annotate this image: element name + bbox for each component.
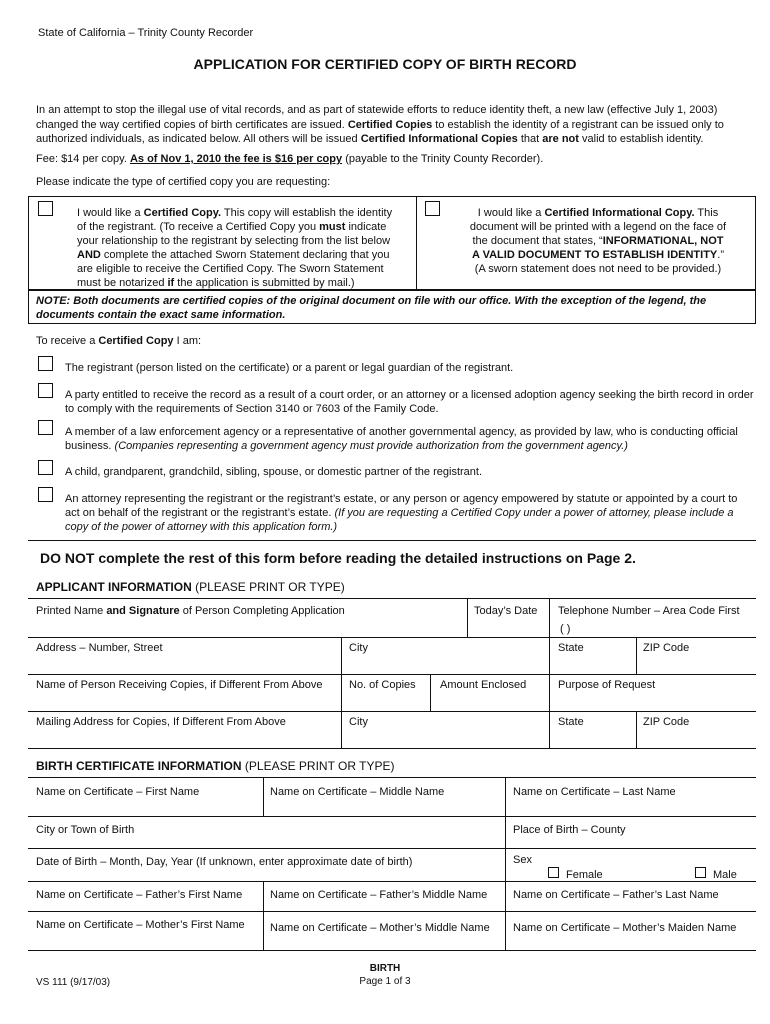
relationship-label: A member of a law enforcement agency or a representative of another governmental agency, as provided by law, who is conducting official business.: [65, 426, 738, 452]
fee-update: As of Nov 1, 2010 the fee is $16 per copy: [129, 153, 343, 165]
receive-text-end: I am:: [173, 335, 202, 347]
intro-text-2: to establish the identity of a registrant can be issued only to authorized individuals, as indicated below. All others will be issued: [36, 118, 724, 145]
opt-bold: INFORMATIONAL, NOT: [602, 235, 724, 247]
grid-line: [28, 881, 756, 882]
amount-enclosed-field[interactable]: Amount Enclosed: [440, 679, 527, 691]
receive-line: [36, 334, 756, 349]
grid-line: [263, 881, 264, 950]
relationship-label: The registrant (person listed on the certificate) or a parent or legal guardian of the registrant.: [65, 362, 514, 374]
zip-field[interactable]: ZIP Code: [643, 642, 690, 654]
receive-bold: Certified Copy: [98, 335, 174, 347]
female-label: Female: [566, 869, 603, 881]
opt-text: must be notarized: [77, 277, 168, 289]
opt-bold: AND: [77, 249, 101, 261]
grid-line: [28, 598, 756, 599]
opt-text: I would like a: [77, 207, 144, 219]
opt-text: document will be printed with a legend on the face of: [469, 221, 727, 233]
grid-line: [467, 598, 468, 637]
field-label: Printed Name: [36, 605, 107, 617]
grid-line: [28, 950, 756, 951]
relationship-checkbox-5[interactable]: [38, 487, 53, 502]
male-checkbox[interactable]: [695, 867, 706, 878]
area-code-parens: ( ): [560, 623, 571, 635]
relationship-text-2: [65, 388, 755, 416]
intro-paragraph: [36, 103, 756, 147]
grid-line: [28, 674, 756, 675]
opt-bold: Certified Copy.: [143, 207, 222, 219]
birth-heading-text: BIRTH CERTIFICATE INFORMATION: [36, 759, 242, 773]
relationship-checkbox-3[interactable]: [38, 420, 53, 435]
opt-bold: Certified Informational Copy.: [544, 207, 695, 219]
birth-heading: [36, 759, 395, 773]
certified-copy-checkbox[interactable]: [38, 201, 53, 216]
field-label: of Person Completing Application: [179, 605, 345, 617]
opt-bold: must: [319, 221, 346, 233]
female-checkbox[interactable]: [548, 867, 559, 878]
opt-text: the document that states, “: [472, 235, 603, 247]
father-first-name-field[interactable]: Name on Certificate – Father’s First Name: [36, 889, 243, 901]
mother-first-name-field[interactable]: Name on Certificate – Mother’s First Name: [36, 919, 245, 931]
telephone-field[interactable]: Telephone Number – Area Code First: [558, 605, 740, 617]
relationship-checkbox-4[interactable]: [38, 460, 53, 475]
intro-text-3: that: [520, 133, 540, 145]
record-type: BIRTH: [369, 963, 401, 974]
opt-text: are eligible to receive the Certified Copy. The Sworn Statement: [77, 263, 384, 275]
number-of-copies-field[interactable]: No. of Copies: [349, 679, 416, 691]
mailing-state-field[interactable]: State: [558, 716, 584, 728]
relationship-label: A party entitled to receive the record as a result of a court order, or an attorney or a licensed adoption agency seeking the birth record in order to comply with the requirements of Section 3140 or 7603 of the Family Code.: [65, 389, 754, 415]
purpose-field[interactable]: Purpose of Request: [558, 679, 656, 691]
applicant-heading-sub: (PLEASE PRINT OR TYPE): [195, 580, 345, 594]
opt-text: of the registrant. (To receive a Certified Copy you: [77, 221, 320, 233]
informational-copy-description: [448, 206, 748, 276]
mother-maiden-name-field[interactable]: Name on Certificate – Mother’s Maiden Name: [513, 922, 737, 934]
options-divider: [416, 196, 417, 290]
relationship-checkbox-1[interactable]: [38, 356, 53, 371]
relationship-text-3: [65, 425, 755, 453]
fee-payable: (payable to the Trinity County Recorder).: [345, 153, 544, 165]
intro-text: In an attempt to stop the illegal use of vital records, and as part of statewide efforts to reduce identity theft, a new law (effective July 1, 2003) changed the way certified copies of birth certificates are issued.: [36, 104, 718, 131]
state-field[interactable]: State: [558, 642, 584, 654]
grid-line: [636, 637, 637, 674]
city-of-birth-field[interactable]: City or Town of Birth: [36, 824, 135, 836]
opt-text: I would like a: [477, 207, 545, 219]
todays-date-field[interactable]: Today’s Date: [474, 605, 538, 617]
do-not-complete-warning: DO NOT complete the rest of this form before reading the detailed instructions on Page 2.: [40, 550, 636, 566]
grid-line: [28, 711, 756, 712]
last-name-field[interactable]: Name on Certificate – Last Name: [513, 786, 676, 798]
opt-text: (A sworn statement does not need to be provided.): [474, 263, 722, 275]
mailing-address-field[interactable]: Mailing Address for Copies, If Different From Above: [36, 716, 286, 728]
birth-heading-sub: (PLEASE PRINT OR TYPE): [244, 759, 395, 773]
relationship-text-1: [65, 361, 755, 375]
field-label-bold: and Signature: [106, 605, 180, 617]
grid-line: [430, 674, 431, 711]
intro-text-4: valid to establish identity.: [582, 133, 704, 145]
form-number: VS 111 (9/17/03): [36, 977, 111, 988]
grid-line: [28, 748, 756, 749]
county-of-birth-field[interactable]: Place of Birth – County: [513, 824, 626, 836]
intro-informational-copies: Certified Informational Copies: [360, 133, 518, 145]
note-text: NOTE: Both documents are certified copies of the original document on file with our office. With the exception of the legend, the documents contain the exact same information.: [36, 295, 707, 321]
opt-text: This copy will establish the identity: [221, 207, 393, 219]
date-of-birth-field[interactable]: Date of Birth – Month, Day, Year (If unknown, enter approximate date of birth): [36, 856, 413, 868]
receiver-name-field[interactable]: Name of Person Receiving Copies, if Different From Above: [36, 679, 323, 691]
opt-bold: A VALID DOCUMENT TO ESTABLISH IDENTITY: [472, 249, 718, 261]
grid-line: [636, 711, 637, 748]
grid-line: [505, 777, 506, 950]
informational-copy-checkbox[interactable]: [425, 201, 440, 216]
first-name-field[interactable]: Name on Certificate – First Name: [36, 786, 200, 798]
fee-text: Fee: $14 per copy.: [36, 153, 127, 165]
father-middle-name-field[interactable]: Name on Certificate – Father’s Middle Name: [270, 889, 488, 901]
mother-middle-name-field[interactable]: Name on Certificate – Mother’s Middle Name: [270, 922, 490, 934]
receive-text: To receive a: [36, 335, 99, 347]
city-field[interactable]: City: [349, 642, 368, 654]
grid-line: [263, 777, 264, 816]
applicant-heading-text: APPLICANT INFORMATION: [36, 580, 192, 594]
sex-label: Sex: [513, 854, 532, 866]
certified-copy-description: [77, 206, 413, 290]
opt-text: complete the attached Sworn Statement declaring that you: [100, 249, 390, 261]
relationship-label: An attorney representing the registrant or the registrant’s estate, or any person or agency empowered by statute or appointed by a court to act on behalf of the registrant or the registrant’s estate.: [65, 493, 738, 519]
opt-text: indicate: [345, 221, 387, 233]
mailing-city-field[interactable]: City: [349, 716, 368, 728]
relationship-text-5: [65, 492, 755, 534]
address-field[interactable]: Address – Number, Street: [36, 642, 163, 654]
intro-are-not: are not: [542, 133, 579, 145]
relationship-text-4: [65, 465, 755, 479]
opt-bold: if: [167, 277, 175, 289]
grid-line: [28, 637, 756, 638]
grid-line: [28, 816, 756, 817]
page-title: APPLICATION FOR CERTIFIED COPY OF BIRTH RECORD: [193, 56, 577, 72]
grid-line: [341, 637, 342, 748]
opt-text: the application is submitted by mail.): [174, 277, 355, 289]
applicant-heading: [36, 580, 345, 594]
printed-name-field[interactable]: [36, 604, 345, 618]
relationship-note: (Companies representing a government agency must provide authorization from the government agency.): [114, 440, 628, 452]
agency-header: State of California – Trinity County Recorder: [38, 27, 254, 39]
relationship-label: A child, grandparent, grandchild, sibling, spouse, or domestic partner of the registrant.: [65, 466, 483, 478]
relationship-note: (If you are requesting a Certified Copy under a power of attorney, please include a copy of the power of attorney with this application form.): [65, 507, 734, 533]
grid-line: [28, 911, 756, 912]
fee-line: [36, 152, 756, 167]
male-label: Male: [713, 869, 737, 881]
section-divider: [28, 540, 756, 541]
opt-text: your relationship to the registrant by selecting from the list below: [77, 235, 391, 247]
mailing-zip-field[interactable]: ZIP Code: [643, 716, 690, 728]
middle-name-field[interactable]: Name on Certificate – Middle Name: [270, 786, 445, 798]
grid-line: [28, 777, 756, 778]
father-last-name-field[interactable]: Name on Certificate – Father’s Last Name: [513, 889, 719, 901]
grid-line: [549, 598, 550, 748]
indicate-line: Please indicate the type of certified copy you are requesting:: [36, 176, 331, 188]
opt-text: This: [694, 207, 719, 219]
page-number: Page 1 of 3: [359, 976, 411, 987]
relationship-checkbox-2[interactable]: [38, 383, 53, 398]
opt-text: .”: [717, 249, 724, 261]
intro-certified-copies: Certified Copies: [347, 118, 433, 131]
grid-line: [28, 848, 756, 849]
